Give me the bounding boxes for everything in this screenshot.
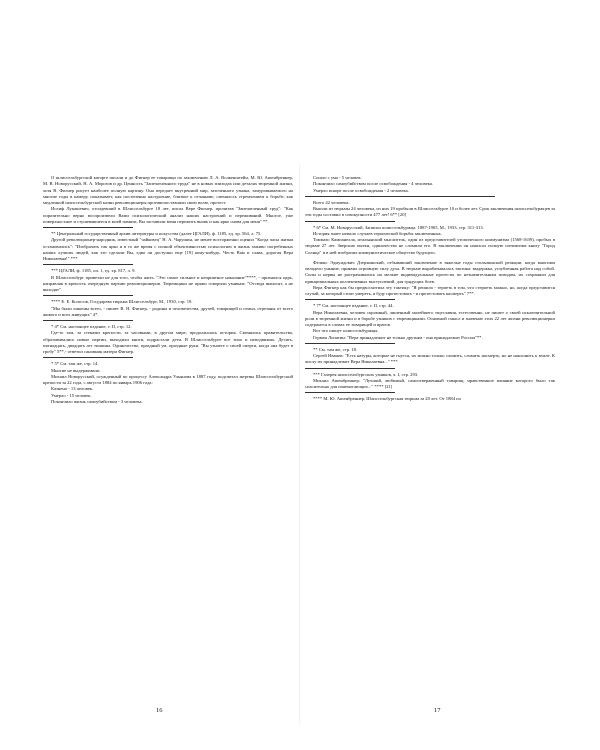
footnote-separator bbox=[305, 221, 395, 222]
paragraph: Где-то там, за стенами крепости, за часовыми, в другом мире, продолжалась история. Сменялись правительства, образовывались новые партии, выходили книги, подрастали дети. В Шлиссельбурге все тихо и неподвижно. Десять, пятнадцать, двадцать лет тишины. Одиночество, праздный ум, праздные руки. "Вы узнаете о своей смерти, когда она будет в гробу" 5**,- ответил сановник матери Фигнер. bbox=[43, 330, 293, 354]
paragraph: История знает немало случаев героической борьбы заключенных. bbox=[313, 230, 442, 236]
paragraph: Михаил Ашенбреннер: "Лучший, любимый, самоотверженный товарищ, нравственное влияние которого было так спасительно для изнемогающих..." **** [21] bbox=[305, 377, 555, 389]
paragraph: О шлиссельбургской каторге писали и до Фигнер ее товарищи по заключению Л. А. Волкенштейн, М. Ю. Ашенбреннер, М. В. Новорусский, Н. А. Морозов и др. Ценность "Запечатленного труда" не в новых эпизодах или деталях тюремной жизни, хотя В. Фигнер рисует наиболее полную картину. Она передает внутренний мир, заточенного узника, замуровываемого на многие годы в камеру, показывает, как постепенно настроение, близкое к отчаянию, сменялось стремлением к борьбе, как медленной шлиссельбургской казни революционеры противопоставляли свою волю, протест. bbox=[43, 175, 293, 205]
footnote: * 5* См. там же, стр. 14. bbox=[51, 361, 99, 367]
footnote: **** М. Ю. Ашенбреннер, Шлиссельбургская тюрьма за 20 лет. От 1884 по bbox=[313, 396, 461, 402]
list-item: Умерло - 15 человек. bbox=[51, 392, 92, 398]
paragraph: Вера Фигнер как бы предвосхитила эту тактику: "Я решила - терпеть в том, что стерпеть можно, но, когда представится случай, за который стоит умереть, я буду протестовать - и протестовать насмерть" 7**. bbox=[305, 284, 555, 296]
list-item: Умерло вскоре после освобождения - 2 человека. bbox=[313, 187, 409, 193]
paragraph: Томмазо Кампанелла, итальянский мыслитель, один из представителей утопического коммунизма (1568-1639), пробыл в тюрьме 27 лет. Зверские пытки, одиночество не сломили его. В заключении он написал полную оптимизма книгу "Город Солнца" и в ней изобразил коммунистическое общество будущего. bbox=[305, 237, 555, 255]
footnote: ** Центральный государственный архив литературы и искусства (далее ЦГАЛИ), ф. 1185, ед. хр. 564, л. 75. bbox=[51, 231, 262, 236]
page-number-left: 16 bbox=[156, 707, 163, 714]
list-item: Казнено - 13 человек. bbox=[51, 386, 94, 392]
footnote-separator bbox=[43, 295, 133, 296]
footnote-separator bbox=[43, 227, 133, 228]
footnote: ** См. там же, стр. 18. bbox=[313, 346, 358, 352]
footnote-separator bbox=[305, 343, 395, 344]
footnote-separator bbox=[305, 368, 395, 369]
footnote: * 4* См. настоящее издание, т. II, стр. 12. bbox=[51, 324, 132, 329]
paragraph: Михаил Новорусский, осужденный по процессу Александра Ульянова в 1887 году, подсчитал жертвы Шлиссельбургской крепости за 22 года, с августа 1884 по январь 1906 года: bbox=[43, 373, 293, 385]
divider bbox=[305, 196, 495, 197]
paragraph: Вышли из тюрьмы 24 человека, из них 19 пробыли в Шлиссельбурге 10 и более лет. Срок заключения шлиссельбуржцев за эти годы составил в совокупности 477 лет! 6** [20] bbox=[305, 206, 555, 218]
list-item: Всего 42 человека. bbox=[313, 199, 350, 205]
book-gutter bbox=[299, 165, 300, 725]
footnote-separator bbox=[43, 320, 133, 321]
paragraph: Многие не выдерживали. bbox=[51, 367, 101, 373]
paragraph: "Мы были лишены всего, - пишет В. Н. Фигнер, - родины и человечества, друзей, товарищей и семьи, отрезаны от всего живого и всех живущих" 4*. bbox=[43, 305, 293, 317]
footnote: * 7* См. настоящее издание, т. II, стр. 44. bbox=[313, 303, 394, 309]
footnote-separator bbox=[43, 264, 133, 265]
footnote: *** Галерея шлиссельбургских узников, ч. I, стр. 293. bbox=[313, 371, 419, 377]
footnote-separator bbox=[305, 392, 395, 393]
list-item: Покончило жизнь самоубийством - 3 человека. bbox=[51, 398, 143, 404]
paragraph: Сергей Иванов: "Есть натуры, которые не гнутся, их можно только сломить, сломить насмерть, но не наклонить к земле. К числу их принадлежит Вера Николаевна..." *** bbox=[305, 353, 555, 365]
footnote: * 6* См. М. Новорусский, Записки шлиссельбуржца. 1887-1905, М., 1933, стр. 311-313. bbox=[313, 224, 484, 230]
footnote-separator bbox=[305, 299, 395, 300]
footnote: *** ЦГАЛИ, ф. 1185, оп. 1, ед. хр. 817, л. 9. bbox=[51, 268, 136, 274]
page-number-right: 17 bbox=[434, 707, 441, 714]
paragraph: В Шлиссельбург привезли не для того, чтобы жить. "Это самое сильное и неприятное наказание"****, - признался царь, направляя в крепость очередную партию революционеров. Тюремщики не прямо говорили узникам: "Отсюда выносят, а не выходят". bbox=[43, 274, 293, 292]
paragraph: Феликс Эдмундович Дзержинский, отбывавший заключение в тяжелые годы столыпинской реакции, когда многими овладело уныние, проявил огромную силу духа. В тюрьме вырабатывалась тактика: выдержка, углубленная работа над собой. Силы и нервы не растрачивались на мелкие индивидуальные протесты по незначительным поводам, их сохраняли для принципиальных коллективных выступлений, для грядущих боев. bbox=[305, 259, 555, 284]
paragraph: Другой революционер-народник, известный "чайковец" Н. А. Чарушин, не менее восторженно оценил "Когда часы жизни остановились": "Изобразить так ярко и в то же время с полной объективностью психологию и жизнь заживо погребенных наших лучших людей, как это сделали Вы, едва ли доступно еще [19] кому-нибудь. Честь Вам и слава, дорогая Вера Николаевна!" *** bbox=[43, 237, 293, 261]
list-item: Покончило самоубийством после освобождения - 4 человека. bbox=[313, 181, 434, 187]
paragraph: Вера Николаевна, человек скромный, лишенный малейшего тщеславия, естественно, не пишет о своей исключительной роли в тюремной жизни и в борьбе узников с тюремщиками. Основной смысл и значение этих 22 лет жизни революционерки содержатся в словах ее товарищей и врагов. bbox=[305, 309, 555, 327]
paragraph: Герман Лопатин: "Вера принадлежит не только друзьям - она принадлежит России"**. bbox=[313, 334, 483, 340]
footnote: **** Е. Е. Колосов, Государева тюрьма Шлиссельбург, М., 1930, стр. 19. bbox=[51, 299, 193, 305]
paragraph: Вот что пишут шлиссельбуржцы. bbox=[313, 328, 379, 334]
right-page bbox=[305, 175, 555, 403]
left-page bbox=[43, 175, 293, 405]
list-item: Сошло с ума - 5 человек. bbox=[313, 175, 362, 180]
footnote-separator bbox=[43, 357, 133, 358]
paragraph: Иосиф Лукашевич, отсидевший в Шлиссельбурге 18 лет, писал Вере Фигнер, прочитав "Запечатленный труд": "Как поразительно верно воспроизвели Вами психологический анализ наших настроений и переживаний. Многое, уже поверхностное и стушевавшееся в моей памяти, Вы заставили меня пережить вновь и как ярко снова для меня" **. bbox=[43, 206, 293, 224]
